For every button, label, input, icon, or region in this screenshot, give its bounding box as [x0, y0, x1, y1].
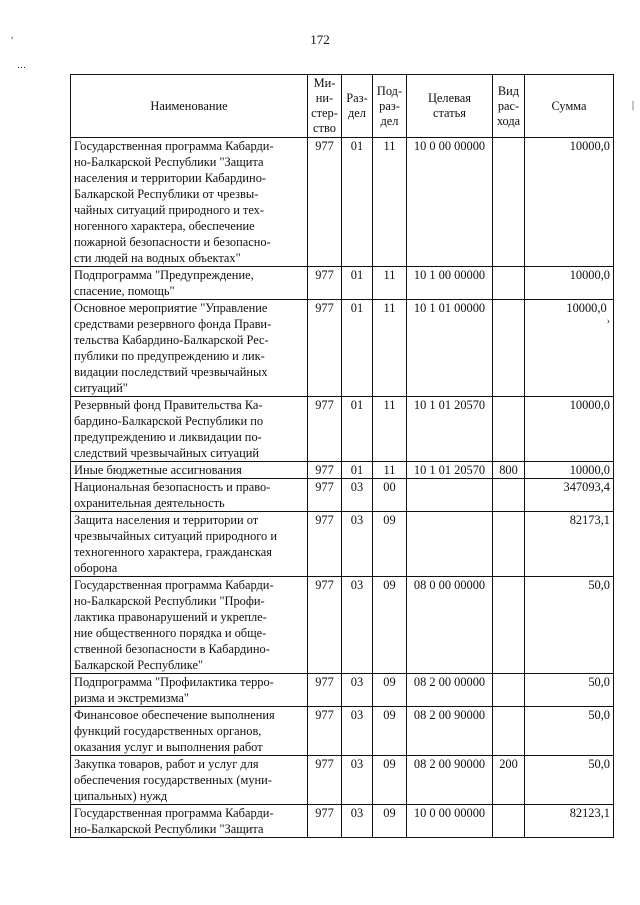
cell-target: [407, 805, 493, 838]
cell-section: [342, 756, 373, 805]
cell-section-text: 01: [350, 398, 364, 412]
cell-sum-text: 10000,0: [566, 301, 607, 315]
cell-sum-text: 10000,0: [569, 268, 610, 282]
cell-sum: [525, 397, 614, 462]
cell-sum: [525, 756, 614, 805]
cell-section: [342, 397, 373, 462]
cell-name: [71, 512, 308, 577]
cell-sum: [525, 300, 614, 397]
cell-expense-type: [493, 397, 525, 462]
cell-expense-type: [493, 267, 525, 300]
cell-target: [407, 707, 493, 756]
cell-expense-type: [493, 479, 525, 512]
header-target: Целевая статья: [407, 75, 493, 138]
cell-section-text: 03: [350, 513, 364, 527]
table-row: [71, 512, 614, 577]
cell-subsection-text: 11: [383, 268, 396, 282]
cell-subsection: [373, 267, 407, 300]
cell-ministry: [308, 138, 342, 267]
cell-sum-text: 10000,0: [569, 139, 610, 153]
cell-name: [71, 397, 308, 462]
cell-name: [71, 138, 308, 267]
header-name: Наименование: [71, 75, 308, 138]
cell-target-text: 08 2 00 90000: [413, 708, 486, 722]
cell-sum: [525, 267, 614, 300]
cell-ministry: [308, 479, 342, 512]
cell-sum-text: 50,0: [588, 675, 610, 689]
cell-target: [407, 397, 493, 462]
cell-target: [407, 300, 493, 397]
cell-subsection: [373, 462, 407, 479]
cell-ministry: [308, 674, 342, 707]
cell-expense-type: [493, 300, 525, 397]
table-row: [71, 462, 614, 479]
cell-section: [342, 267, 373, 300]
cell-name-text: Государственная программа Кабарди- но-Балкарской Республики "Защита: [74, 806, 274, 836]
cell-section: [342, 138, 373, 267]
cell-section-text: 01: [350, 301, 364, 315]
cell-target-text: 10 1 00 00000: [413, 268, 486, 282]
cell-ministry-text: 977: [315, 675, 334, 689]
cell-name: [71, 462, 308, 479]
header-ministry: Ми- ни- стер- ство: [308, 75, 342, 138]
stray-mark: ›: [606, 316, 610, 327]
cell-target-text: 10 0 00 00000: [413, 139, 486, 153]
table-row: [71, 707, 614, 756]
cell-target-text: 10 0 00 00000: [413, 806, 486, 820]
cell-ministry-text: 977: [315, 513, 334, 527]
cell-subsection: [373, 397, 407, 462]
cell-sum: [525, 512, 614, 577]
cell-sum-text: 82173,1: [569, 513, 610, 527]
cell-name: [71, 577, 308, 674]
cell-target: [407, 512, 493, 577]
cell-sum-text: 347093,4: [563, 480, 610, 494]
cell-section: [342, 300, 373, 397]
cell-name-text: Государственная программа Кабарди- но-Балкарской Республики "Защита населения и территории Кабардино- Балкарской Республики от чрезвы- чайных ситуаций природного и тех- ногенного характера, обеспечение пожарной безопасности и безопасно- сти людей на водных объектах": [74, 139, 274, 265]
header-sum: Сумма: [525, 75, 614, 138]
cell-section-text: 03: [350, 757, 364, 771]
margin-mark-lower: …: [17, 60, 26, 70]
cell-ministry: [308, 300, 342, 397]
cell-ministry: [308, 577, 342, 674]
cell-subsection: [373, 674, 407, 707]
cell-section: [342, 462, 373, 479]
cell-name-text: Финансовое обеспечение выполнения функций государственных органов, оказания услуг и выполнения работ: [74, 708, 275, 754]
cell-sum-text: 10000,0: [569, 398, 610, 412]
cell-name: [71, 707, 308, 756]
table-row: [71, 479, 614, 512]
cell-subsection: [373, 577, 407, 674]
header-row: [71, 75, 614, 138]
cell-subsection-text: 09: [383, 675, 396, 689]
cell-expense-type: [493, 138, 525, 267]
cell-ministry-text: 977: [315, 398, 334, 412]
cell-subsection: [373, 512, 407, 577]
cell-ministry: [308, 756, 342, 805]
cell-target-text: 08 0 00 00000: [413, 578, 486, 592]
cell-subsection-text: 09: [383, 578, 396, 592]
table-row: [71, 674, 614, 707]
cell-section-text: 03: [350, 675, 364, 689]
cell-section-text: 03: [350, 480, 364, 494]
cell-section-text: 03: [350, 806, 364, 820]
page-number: 172: [310, 32, 330, 47]
cell-ministry-text: 977: [315, 480, 334, 494]
cell-name-text: Государственная программа Кабарди- но-Балкарской Республики "Профи- лактика правонарушений и укрепле- ние общественного порядка и обще- ственной безопасности в Кабардино- Балкарской Республике": [74, 578, 274, 672]
budget-table: [70, 74, 614, 838]
cell-section-text: 01: [350, 139, 364, 153]
cell-subsection-text: 11: [383, 139, 396, 153]
cell-subsection-text: 11: [383, 463, 396, 477]
cell-target: [407, 138, 493, 267]
cell-target: [407, 462, 493, 479]
cell-subsection: [373, 138, 407, 267]
cell-expense-type: [493, 577, 525, 674]
cell-section: [342, 512, 373, 577]
cell-subsection-text: 09: [383, 708, 396, 722]
cell-ministry: [308, 512, 342, 577]
cell-subsection: [373, 756, 407, 805]
cell-target: [407, 756, 493, 805]
cell-ministry-text: 977: [315, 708, 334, 722]
cell-section-text: 03: [350, 578, 364, 592]
cell-sum: [525, 577, 614, 674]
cell-ministry-text: 977: [315, 578, 334, 592]
cell-ministry: [308, 805, 342, 838]
cell-expense-type: [493, 674, 525, 707]
cell-target: [407, 577, 493, 674]
cell-subsection: [373, 300, 407, 397]
cell-ministry: [308, 397, 342, 462]
cell-subsection-text: 11: [383, 398, 396, 412]
table-row: [71, 138, 614, 267]
cell-subsection-text: 09: [383, 513, 396, 527]
cell-ministry-text: 977: [315, 463, 334, 477]
cell-section: [342, 707, 373, 756]
cell-target: [407, 479, 493, 512]
cell-sum: [525, 138, 614, 267]
cell-section: [342, 577, 373, 674]
cell-name: [71, 479, 308, 512]
cell-subsection: [373, 707, 407, 756]
cell-expense-type: [493, 512, 525, 577]
cell-subsection-text: 00: [383, 480, 396, 494]
cell-expense-type: [493, 805, 525, 838]
cell-target-text: 10 1 01 00000: [413, 301, 486, 315]
cell-sum: [525, 805, 614, 838]
cell-subsection: [373, 479, 407, 512]
cell-name: [71, 805, 308, 838]
cell-sum: [525, 479, 614, 512]
cell-ministry-text: 977: [315, 268, 334, 282]
cell-subsection-text: 09: [383, 806, 396, 820]
cell-name: [71, 267, 308, 300]
cell-ministry-text: 977: [315, 806, 334, 820]
cell-target-text: 08 2 00 00000: [413, 675, 486, 689]
cell-expense-type: [493, 707, 525, 756]
cell-sum-text: 50,0: [588, 708, 610, 722]
cell-sum-text: 10000,0: [569, 463, 610, 477]
cell-ministry-text: 977: [315, 757, 334, 771]
cell-name-text: Подпрограмма "Профилактика терро- ризма и экстремизма": [74, 675, 274, 705]
table-row: [71, 267, 614, 300]
cell-section-text: 03: [350, 708, 364, 722]
cell-name-text: Защита населения и территории от чрезвычайных ситуаций природного и техногенного характера, гражданская оборона: [74, 513, 277, 575]
cell-expense-type-text: 800: [499, 463, 518, 477]
cell-name: [71, 756, 308, 805]
cell-ministry: [308, 462, 342, 479]
cell-ministry: [308, 707, 342, 756]
cell-expense-type: [493, 756, 525, 805]
cell-ministry: [308, 267, 342, 300]
header-section: Раз- дел: [342, 75, 373, 138]
cell-sum-text: 50,0: [588, 757, 610, 771]
cell-ministry-text: 977: [315, 301, 334, 315]
table-row: [71, 300, 614, 397]
edge-mark: |: [632, 100, 635, 111]
cell-expense-type: [493, 462, 525, 479]
cell-sum-text: 82123,1: [569, 806, 610, 820]
cell-subsection-text: 11: [383, 301, 396, 315]
table-body: [71, 138, 614, 838]
cell-target-text: 10 1 01 20570: [413, 398, 486, 412]
table-row: [71, 397, 614, 462]
cell-section-text: 01: [350, 463, 364, 477]
cell-name-text: Национальная безопасность и право- охранительная деятельность: [74, 480, 271, 510]
cell-name: [71, 674, 308, 707]
cell-section: [342, 674, 373, 707]
cell-target: [407, 267, 493, 300]
cell-sum-text: 50,0: [588, 578, 610, 592]
cell-target-text: 10 1 01 20570: [413, 463, 486, 477]
header-subsection: Под- раз- дел: [373, 75, 407, 138]
cell-section: [342, 479, 373, 512]
cell-name: [71, 300, 308, 397]
cell-section-text: 01: [350, 268, 364, 282]
cell-target: [407, 674, 493, 707]
cell-expense-type-text: 200: [499, 757, 518, 771]
cell-name-text: Основное мероприятие "Управление средствами резервного фонда Прави- тельства Кабардино-Балкарской Рес- публики по предупреждению и лик- видации последствий чрезвычайных ситуаций": [74, 301, 272, 395]
table-row: [71, 805, 614, 838]
table-row: [71, 577, 614, 674]
cell-name-text: Резервный фонд Правительства Ка- бардино-Балкарской Республики по предупреждению и ликвидации по- следствий чрезвычайных ситуаций: [74, 398, 264, 460]
cell-sum: [525, 462, 614, 479]
header-expense-type: Вид рас- хода: [493, 75, 525, 138]
cell-sum: [525, 707, 614, 756]
cell-sum: [525, 674, 614, 707]
margin-mark-top: ,: [11, 30, 14, 40]
table-row: [71, 756, 614, 805]
cell-name-text: Иные бюджетные ассигнования: [74, 463, 242, 477]
cell-name-text: Подпрограмма "Предупреждение, спасение, помощь": [74, 268, 254, 298]
cell-subsection: [373, 805, 407, 838]
cell-subsection-text: 09: [383, 757, 396, 771]
cell-target-text: 08 2 00 90000: [413, 757, 486, 771]
cell-section: [342, 805, 373, 838]
cell-name-text: Закупка товаров, работ и услуг для обеспечения государственных (муни- ципальных) нужд: [74, 757, 272, 803]
cell-ministry-text: 977: [315, 139, 334, 153]
